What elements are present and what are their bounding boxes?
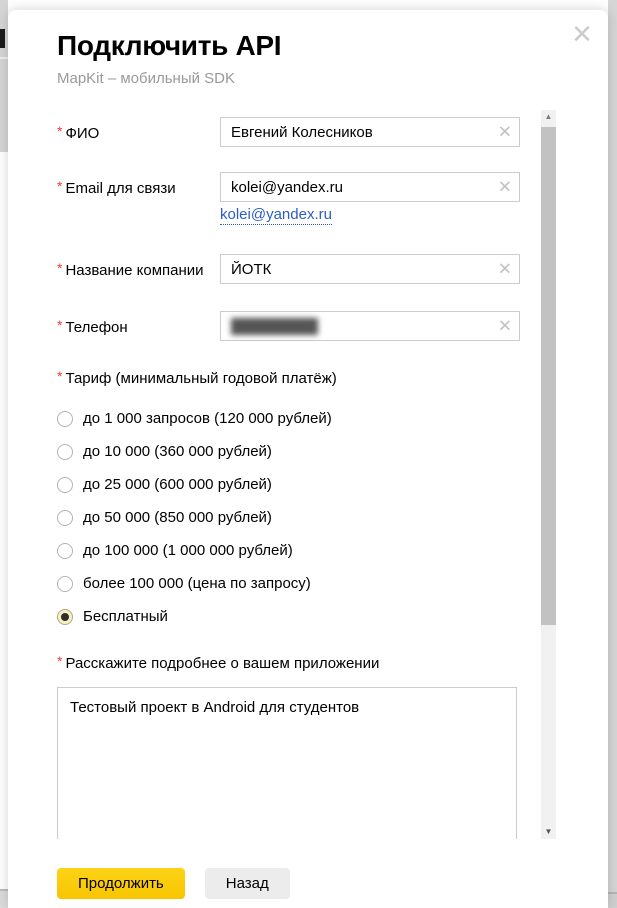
tariff-option-more-100000[interactable]: более 100 000 (цена по запросу) [57,575,541,592]
background-footer-fragment [0,891,8,908]
email-label: * Email для связи [57,178,176,197]
scroll-up-icon[interactable]: ▲ [544,112,553,121]
radio-icon[interactable] [57,576,73,592]
continue-button[interactable]: Продолжить [57,868,185,899]
email-suggestion-link[interactable]: kolei@yandex.ru [220,206,332,223]
fio-input[interactable] [220,117,520,147]
fio-value: Евгений Колесников [231,123,373,141]
email-value: kolei@yandex.ru [231,178,343,196]
form-scroll-area [40,110,556,839]
vertical-scrollbar[interactable] [541,110,556,839]
background-page-left [0,0,8,908]
background-header-fragment [0,0,8,152]
company-label: * Название компании [57,260,204,279]
required-asterisk: * [57,368,63,384]
radio-selected-icon[interactable] [57,609,73,625]
required-asterisk: * [57,260,63,276]
scroll-down-icon[interactable]: ▼ [544,827,553,836]
phone-label: * Телефон [57,317,128,336]
clear-icon[interactable]: ✕ [497,122,512,142]
about-value: Тестовый проект в Android для студентов [70,699,360,716]
connect-api-dialog [8,10,608,908]
tariff-option-free[interactable]: Бесплатный [57,608,541,625]
clear-icon[interactable]: ✕ [497,177,512,197]
radio-icon[interactable] [57,510,73,526]
required-asterisk: * [57,653,63,669]
clear-icon[interactable]: ✕ [497,316,512,336]
scrollbar-thumb[interactable] [541,127,556,625]
background-text-fragment [0,29,5,48]
radio-icon[interactable] [57,444,73,460]
field-row-phone [57,311,541,341]
tariff-option-1000[interactable]: до 1 000 запросов (120 000 рублей) [57,410,541,427]
tariff-option-100000[interactable]: до 100 000 (1 000 000 рублей) [57,542,541,559]
phone-value-blurred: █████████ [231,317,318,335]
about-label: * Расскажите подробнее о вашем приложении [57,653,380,672]
radio-icon[interactable] [57,543,73,559]
background-footer-fragment [608,894,617,908]
fio-label: * ФИО [57,123,100,142]
close-icon[interactable]: ✕ [571,19,593,49]
background-page-right [608,0,617,908]
field-row-company [57,254,541,284]
back-button[interactable]: Назад [205,868,290,899]
dialog-title: Подключить API [57,30,282,61]
tariff-option-50000[interactable]: до 50 000 (850 000 рублей) [57,509,541,526]
tariff-group-label: * Тариф (минимальный годовой платёж) [57,368,337,387]
required-asterisk: * [57,317,63,333]
company-input[interactable] [220,254,520,284]
radio-icon[interactable] [57,477,73,493]
phone-input[interactable] [220,311,520,341]
tariff-option-25000[interactable]: до 25 000 (600 000 рублей) [57,476,541,493]
company-value: ЙОТК [231,260,272,278]
about-textarea[interactable] [57,687,517,839]
email-suggestion-row [57,205,541,225]
field-row-fio [57,117,541,147]
background-divider [0,57,8,59]
email-input[interactable] [220,172,520,202]
dialog-subtitle: MapKit – мобильный SDK [57,70,236,87]
dialog-footer [57,868,290,899]
radio-icon[interactable] [57,411,73,427]
required-asterisk: * [57,123,63,139]
field-row-email [57,172,541,202]
required-asterisk: * [57,178,63,194]
tariff-option-10000[interactable]: до 10 000 (360 000 рублей) [57,443,541,460]
clear-icon[interactable]: ✕ [497,259,512,279]
